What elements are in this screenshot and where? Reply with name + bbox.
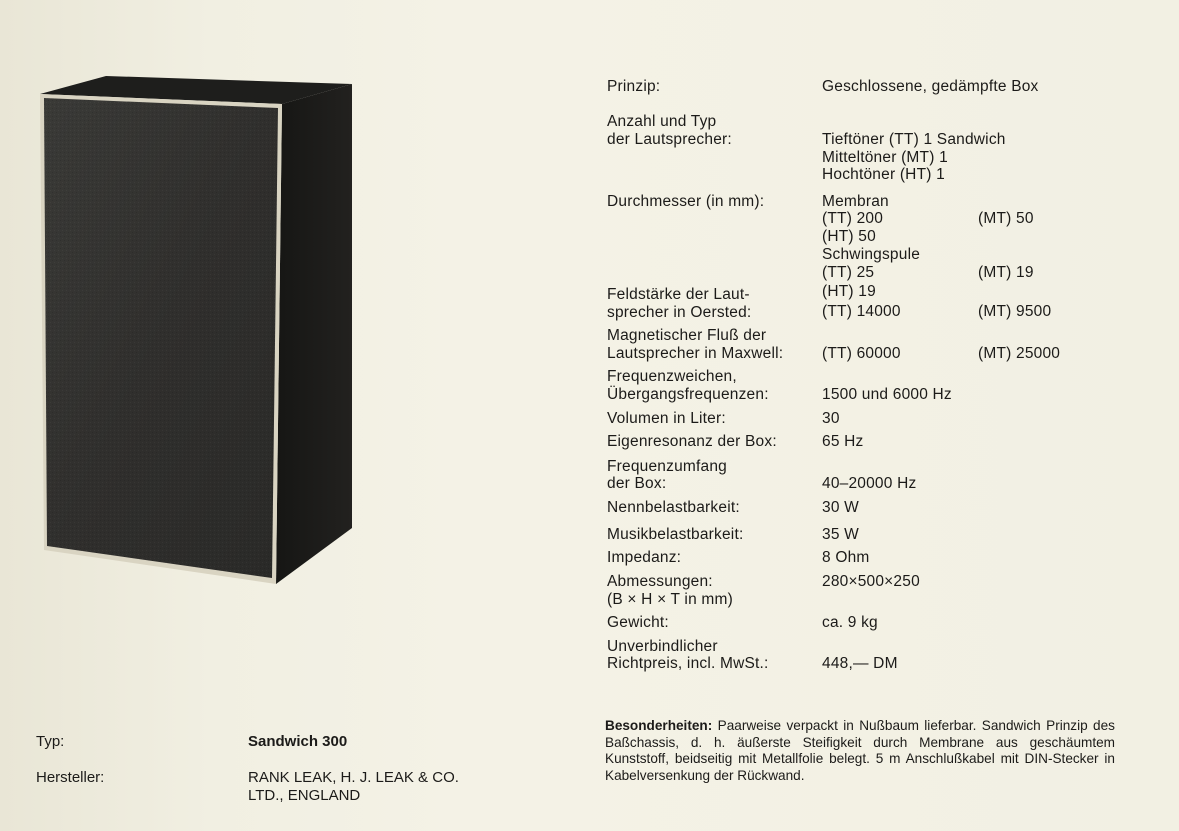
spec-label-fluss-2: Lautsprecher in Maxwell: (607, 345, 784, 362)
spec-label-abmessungen-1: Abmessungen: (607, 573, 713, 590)
spec-value-anzahl-1: Tieftöner (TT) 1 Sandwich (822, 131, 1006, 148)
spec-value-membran-mt: (MT) 50 (978, 210, 1034, 227)
spec-value-weichen: 1500 und 6000 Hz (822, 386, 952, 403)
spec-value-anzahl-3: Hochtöner (HT) 1 (822, 166, 945, 183)
spec-label-weichen-1: Frequenzweichen, (607, 368, 737, 385)
spec-value-resonanz: 65 Hz (822, 433, 864, 450)
spec-label-nenn: Nennbelastbarkeit: (607, 499, 740, 516)
spec-value-feld-mt: (MT) 9500 (978, 303, 1052, 320)
hersteller-line-2: LTD., ENGLAND (248, 787, 361, 804)
spec-value-schwingspule: Schwingspule (822, 246, 921, 263)
hersteller-line-1: RANK LEAK, H. J. LEAK & CO. (248, 769, 459, 786)
spec-value-volumen: 30 (822, 410, 840, 427)
spec-value-nenn: 30 W (822, 499, 859, 516)
spec-label-gewicht: Gewicht: (607, 614, 669, 631)
spec-label-fluss-1: Magnetischer Fluß der (607, 327, 767, 344)
spec-value-abmessungen: 280×500×250 (822, 573, 920, 590)
spec-value-preis: 448,— DM (822, 655, 898, 672)
spec-value-membran: Membran (822, 193, 889, 210)
spec-label-preis-2: Richtpreis, incl. MwSt.: (607, 655, 769, 672)
spec-value-feld-tt: (TT) 14000 (822, 303, 901, 320)
spec-value-impedanz: 8 Ohm (822, 549, 870, 566)
spec-label-prinzip: Prinzip: (607, 78, 661, 95)
spec-label-weichen-2: Übergangsfrequenzen: (607, 386, 769, 403)
spec-value-membran-ht: (HT) 50 (822, 228, 876, 245)
spec-label-umfang-1: Frequenzumfang (607, 458, 727, 475)
spec-value-anzahl-2: Mitteltöner (MT) 1 (822, 149, 948, 166)
typ-value: Sandwich 300 (248, 733, 348, 750)
spec-label-resonanz: Eigenresonanz der Box: (607, 433, 777, 450)
spec-value-membran-tt: (TT) 200 (822, 210, 884, 227)
besonderheiten-heading: Besonderheiten: (605, 718, 718, 733)
spec-value-gewicht: ca. 9 kg (822, 614, 878, 631)
typ-label: Typ: (36, 733, 65, 750)
spec-label-abmessungen-2: (B × H × T in mm) (607, 591, 733, 608)
spec-value-schwingspule-tt: (TT) 25 (822, 264, 875, 281)
spec-label-preis-1: Unverbindlicher (607, 638, 718, 655)
spec-value-fluss-tt: (TT) 60000 (822, 345, 901, 362)
spec-value-fluss-mt: (MT) 25000 (978, 345, 1061, 362)
besonderheiten-note (605, 718, 1115, 784)
spec-value-umfang: 40–20000 Hz (822, 475, 917, 492)
spec-label-musik: Musikbelastbarkeit: (607, 526, 744, 543)
spec-value-musik: 35 W (822, 526, 859, 543)
spec-value-schwingspule-mt: (MT) 19 (978, 264, 1034, 281)
spec-label-durchmesser: Durchmesser (in mm): (607, 193, 765, 210)
besonderheiten-text: Paarweise verpackt in Nußbaum lieferbar. Sandwich Prinzip des Baßchassis, d. h. äußerste Steifigkeit durch Membrane aus geschäumtem Kunststoff, beidseitig mit Metallfolie belegt. 5 m Anschlußkabel mit DIN-Stecker in Kabelversenkung der Rückwand. (605, 718, 1115, 783)
spec-label-volumen: Volumen in Liter: (607, 410, 726, 427)
spec-label-umfang-2: der Box: (607, 475, 667, 492)
spec-label-feld-2: sprecher in Oersted: (607, 304, 752, 321)
spec-label-anzahl-2: der Lautsprecher: (607, 131, 732, 148)
spec-value-prinzip: Geschlossene, gedämpfte Box (822, 78, 1039, 95)
spec-label-anzahl-1: Anzahl und Typ (607, 113, 717, 130)
spec-label-feld-1: Feldstärke der Laut- (607, 286, 750, 303)
spec-label-impedanz: Impedanz: (607, 549, 682, 566)
spec-value-schwingspule-ht: (HT) 19 (822, 283, 876, 300)
hersteller-label: Hersteller: (36, 769, 105, 786)
